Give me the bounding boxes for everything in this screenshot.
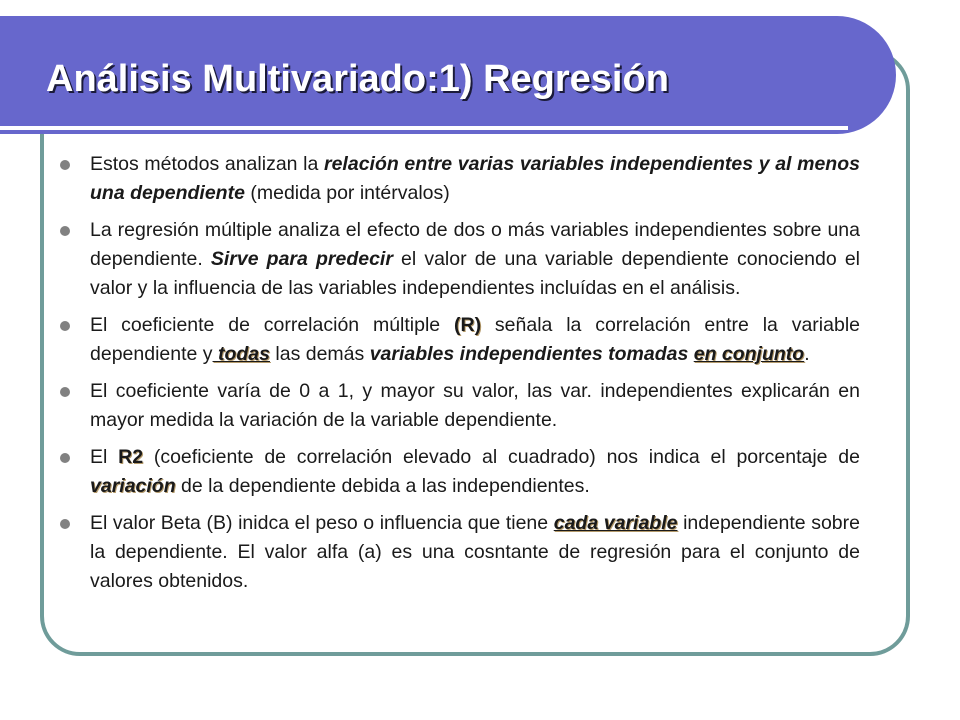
bullet-text: (medida por intérvalos) (244, 182, 450, 204)
bullet-text: El (90, 446, 119, 468)
bullet-dot-icon (60, 321, 70, 331)
bullet-dot-icon (60, 519, 70, 529)
bullet-text: señala la correlación entre la variable dependiente y (90, 314, 861, 365)
bullet-highlight: variación (90, 475, 176, 497)
bullet-text: La regresión múltiple analiza el efecto de dos o más variables independientes sobre una dependiente. (90, 219, 860, 270)
bullet-item (60, 150, 860, 208)
bullet-text: de la dependiente debida a las independientes. (175, 475, 590, 497)
bullet-dot-icon (60, 387, 70, 397)
bullet-emphasis: Sirve para predecir (210, 248, 393, 270)
bullet-emphasis: variables independientes tomadas (369, 343, 694, 365)
bullet-emphasis: relación entre varias variables independientes y al menos una dependiente (90, 153, 860, 204)
bullet-text: (coeficiente de correlación elevado al cuadrado) nos indica el porcentaje de (143, 446, 860, 468)
bullet-highlight: R2 (118, 446, 144, 468)
bullet-text: El coeficiente de correlación múltiple (90, 314, 454, 336)
bullet-item (60, 311, 860, 369)
bullet-dot-icon (60, 160, 70, 170)
slide-title: Análisis Multivariado:1) Regresión (46, 58, 669, 100)
title-underline (0, 126, 848, 130)
bullet-highlight: (R) (454, 314, 482, 336)
bullet-dot-icon (60, 453, 70, 463)
bullet-text: El coeficiente varía de 0 a 1, y mayor su valor, las var. independientes explicarán en mayor medida la variación de la variable dependiente. (90, 380, 860, 431)
bullet-dot-icon (60, 226, 70, 236)
bullet-item (60, 377, 860, 435)
bullet-highlight: todas (212, 343, 270, 365)
bullet-text: el valor de una variable dependiente conociendo el valor y la influencia de las variables independientes incluídas en el análisis. (90, 248, 860, 299)
bullet-highlight: cada variable (553, 512, 678, 534)
bullet-item (60, 509, 860, 596)
bullet-item (60, 216, 860, 303)
bullet-text: las demás (269, 343, 370, 365)
bullet-text: independiente sobre la dependiente. El valor alfa (a) es una cosntante de regresión para el conjunto de valores obtenidos. (90, 512, 860, 592)
bullet-highlight: en conjunto (693, 343, 805, 365)
bullet-text: El valor Beta (B) inidca el peso o influencia que tiene (90, 512, 554, 534)
bullet-list (60, 150, 860, 604)
bullet-item (60, 443, 860, 501)
bullet-text: Estos métodos analizan la (90, 153, 324, 175)
bullet-text: . (804, 343, 810, 365)
